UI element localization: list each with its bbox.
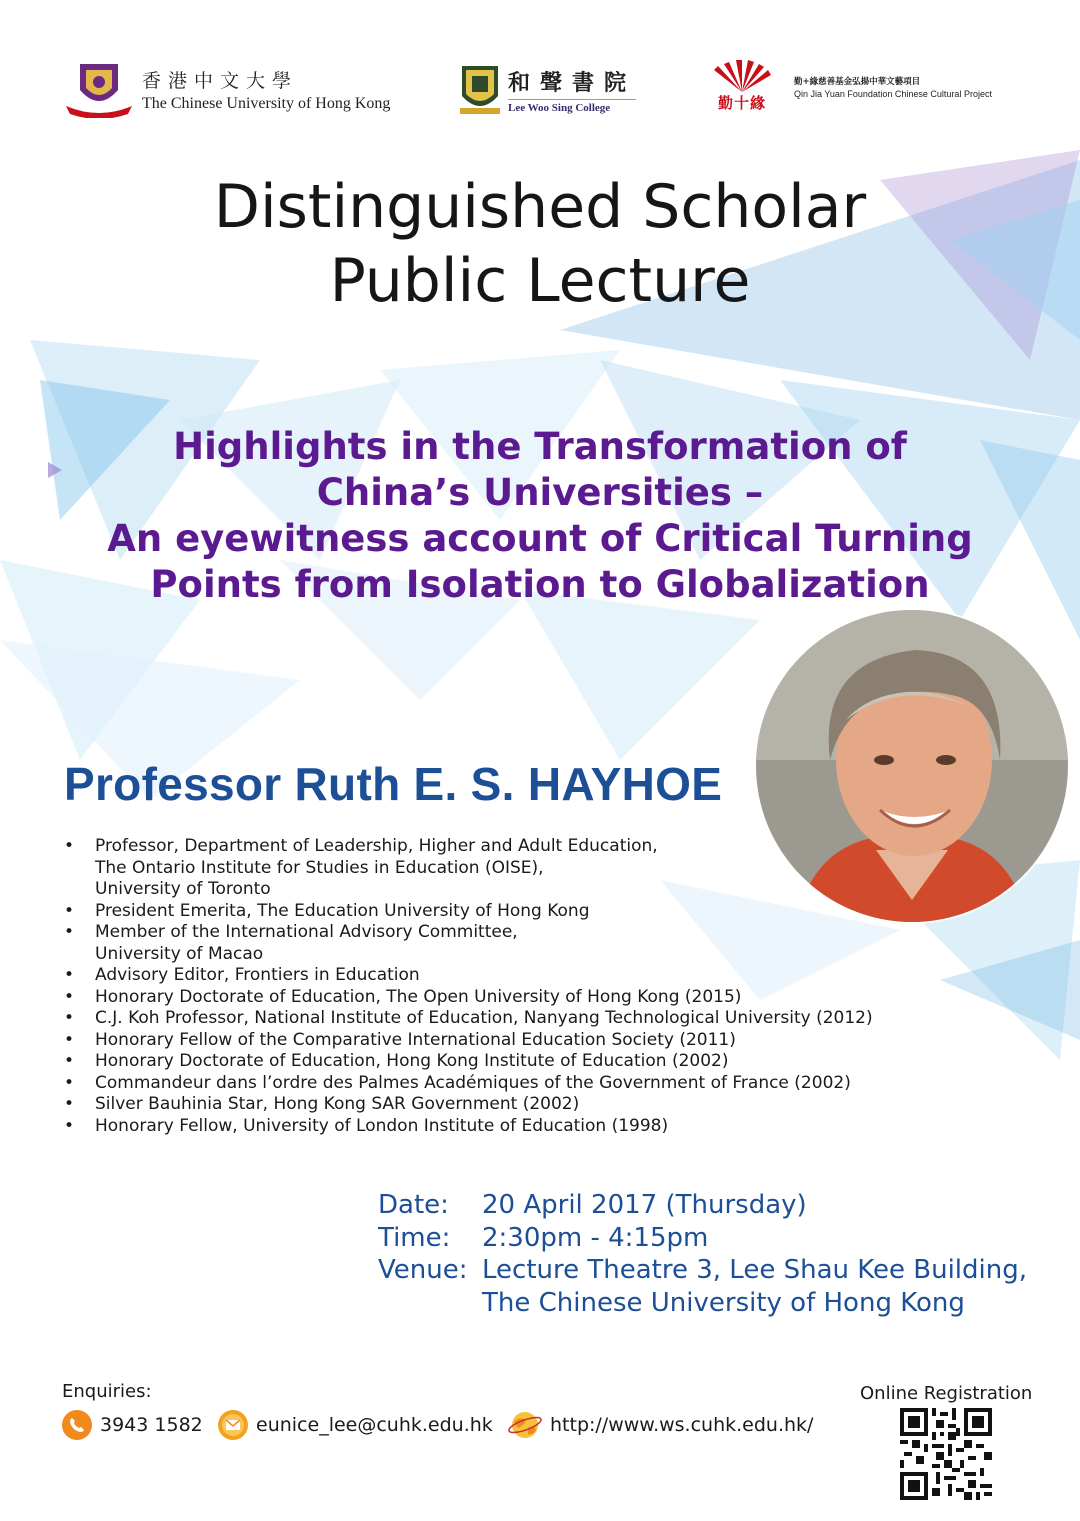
credential-item: • Honorary Doctorate of Education, Hong Kong Institute of Education (2002) bbox=[64, 1051, 729, 1071]
lee-woo-sing-name-zh: 和聲書院 bbox=[508, 70, 637, 96]
credential-item: • Member of the International Advisory Committee, University of Macao bbox=[64, 922, 518, 964]
credential-item: • President Emerita, The Education University of Hong Kong bbox=[64, 900, 590, 921]
event-date-row bbox=[378, 1189, 1027, 1222]
cuhk-logo bbox=[62, 60, 390, 118]
phone-contact bbox=[62, 1410, 203, 1440]
lecture-title bbox=[0, 170, 1080, 318]
qin-jia-yuan-name-zh: 勤+緣慈善基金弘揚中華文藝項目 bbox=[794, 77, 921, 87]
event-time-row bbox=[378, 1222, 1027, 1255]
lecture-topic-line-4: Points from Isolation to Globalization bbox=[150, 563, 930, 606]
email-icon bbox=[218, 1410, 248, 1440]
qin-jia-yuan-mark bbox=[706, 60, 778, 114]
cuhk-crest-icon bbox=[62, 60, 136, 118]
cuhk-name-en: The Chinese University of Hong Kong bbox=[142, 94, 391, 112]
phone-icon bbox=[62, 1410, 92, 1440]
speaker-name: Professor Ruth E. S. HAYHOE bbox=[64, 758, 723, 810]
credential-item: • Honorary Fellow of the Comparative International Education Society (2011) bbox=[64, 1029, 736, 1050]
credential-item: • Silver Bauhinia Star, Hong Kong SAR Government (2002) bbox=[64, 1094, 580, 1114]
registration-qr-code[interactable] bbox=[900, 1408, 992, 1500]
enquiries-label: Enquiries: bbox=[62, 1381, 152, 1402]
website-contact bbox=[508, 1410, 813, 1440]
lee-woo-sing-name-en: Lee Woo Sing College bbox=[508, 99, 636, 114]
lecture-topic-line-2: China’s Universities – bbox=[316, 471, 764, 514]
online-registration-label: Online Registration bbox=[860, 1383, 1033, 1404]
time-label: Time: bbox=[378, 1222, 451, 1253]
credential-item: • Honorary Doctorate of Education, The Open University of Hong Kong (2015) bbox=[64, 986, 742, 1007]
time-value: 2:30pm - 4:15pm bbox=[482, 1222, 709, 1253]
credential-item: • Advisory Editor, Frontiers in Education bbox=[64, 965, 420, 985]
credential-item: • Professor, Department of Leadership, Higher and Adult Education, The Ontario Institute for Studies in Education (OISE), University of Toronto bbox=[64, 836, 658, 899]
credential-item: • Commandeur dans l’ordre des Palmes Académiques of the Government of France (2002) bbox=[64, 1072, 851, 1093]
credential-item: • C.J. Koh Professor, National Institute of Education, Nanyang Technological University (2012) bbox=[64, 1008, 873, 1028]
lecture-title-line-1: Distinguished Scholar bbox=[213, 172, 867, 242]
lecture-topic bbox=[0, 424, 1080, 608]
event-details bbox=[378, 1189, 1027, 1319]
venue-value: Lecture Theatre 3, Lee Shau Kee Building, The Chinese University of Hong Kong bbox=[482, 1255, 1027, 1318]
globe-icon bbox=[508, 1410, 542, 1440]
lee-woo-sing-logo bbox=[460, 64, 636, 116]
lee-woo-sing-crest-icon bbox=[460, 64, 500, 116]
event-venue-row bbox=[378, 1254, 1027, 1319]
website-link[interactable]: http://www.ws.cuhk.edu.hk/ bbox=[550, 1414, 814, 1436]
speaker-credentials-list bbox=[62, 836, 962, 1137]
lecture-topic-line-1: Highlights in the Transformation of bbox=[173, 425, 907, 468]
qin-jia-yuan-mark-text: 勤十緣 bbox=[717, 94, 766, 112]
qin-jia-yuan-name-en: Qin Jia Yuan Foundation Chinese Cultural Project bbox=[794, 89, 992, 99]
qin-jia-yuan-logo bbox=[706, 60, 992, 114]
date-value: 20 April 2017 (Thursday) bbox=[482, 1190, 807, 1220]
lecture-topic-line-3: An eyewitness account of Critical Turning bbox=[107, 517, 973, 560]
email-contact bbox=[218, 1410, 493, 1440]
date-label: Date: bbox=[378, 1190, 449, 1220]
credential-item: • Honorary Fellow, University of London Institute of Education (1998) bbox=[64, 1115, 669, 1136]
email-link[interactable]: eunice_lee@cuhk.edu.hk bbox=[256, 1414, 493, 1436]
phone-number: 3943 1582 bbox=[100, 1414, 203, 1436]
cuhk-name-zh: 香港中文大學 bbox=[142, 69, 299, 92]
venue-label: Venue: bbox=[378, 1255, 468, 1285]
fan-icon bbox=[706, 60, 778, 94]
lecture-title-line-2: Public Lecture bbox=[329, 246, 751, 316]
